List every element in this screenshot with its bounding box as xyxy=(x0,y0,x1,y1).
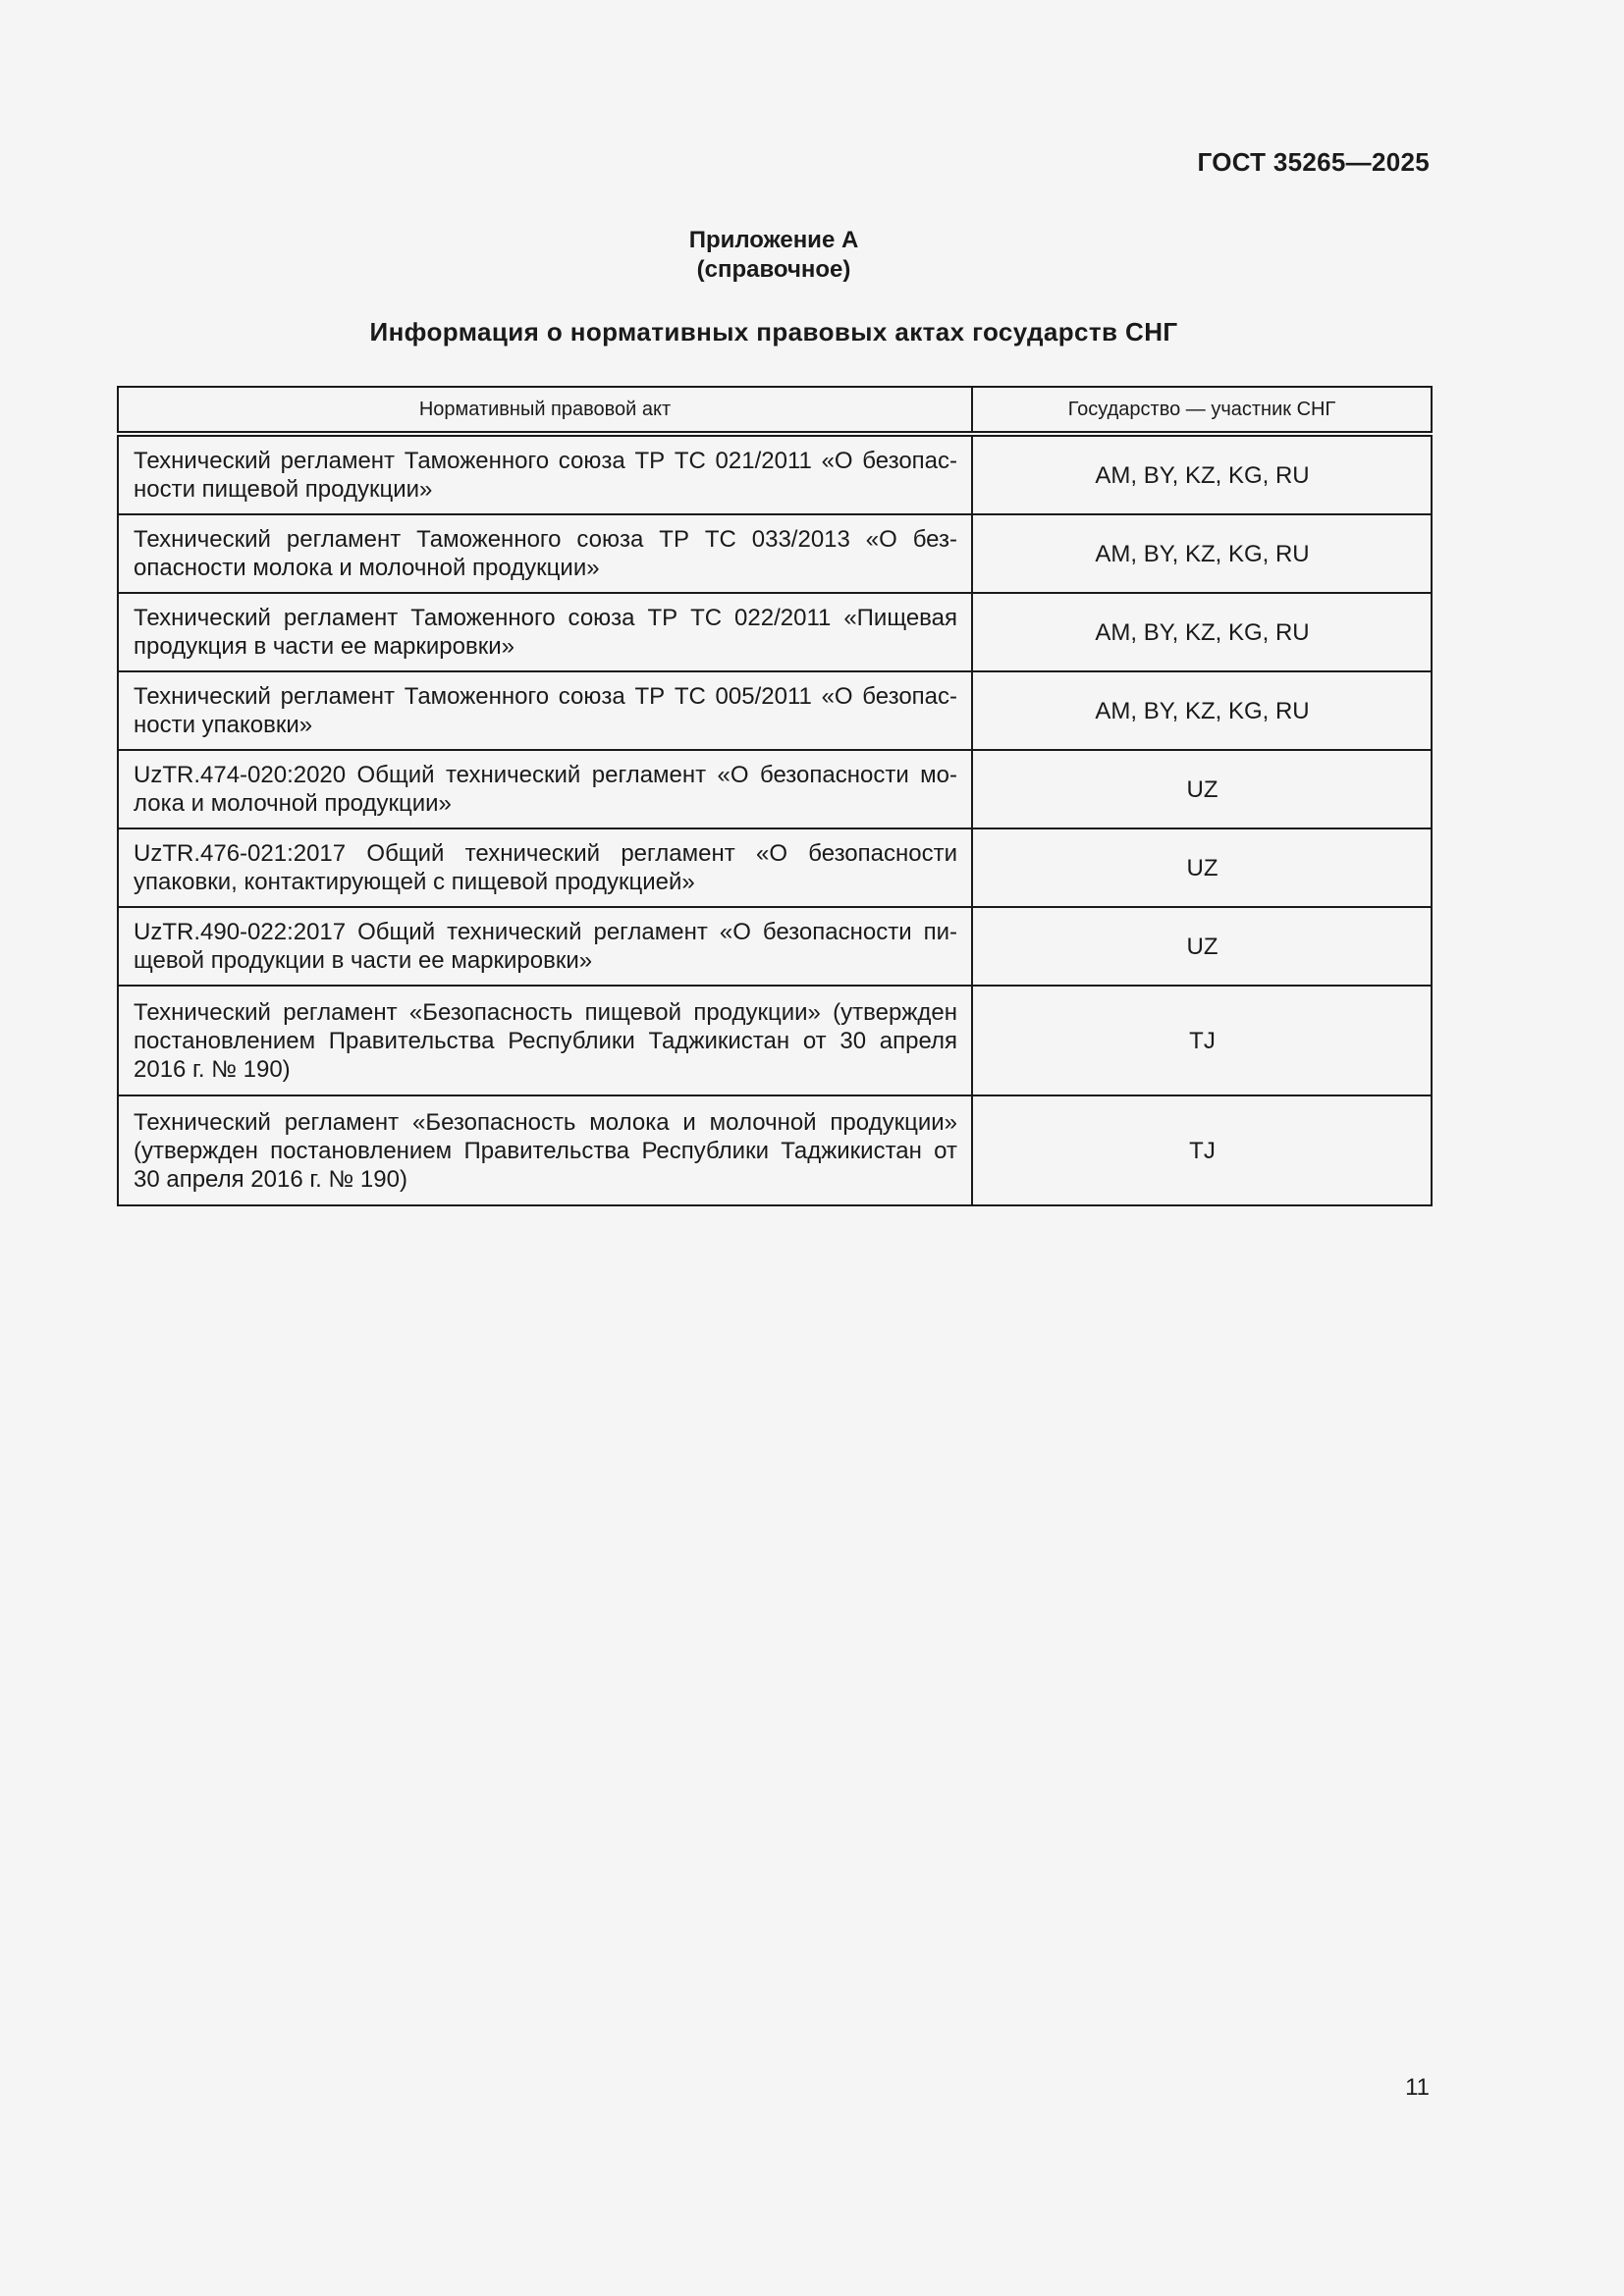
state-cell: TJ xyxy=(972,986,1432,1095)
act-cell: Технический регламент Таможенного союза ТР ТС 033/2013 «О без-опасности молока и молочной продукции» xyxy=(118,514,972,593)
page-title: Информация о нормативных правовых актах государств СНГ xyxy=(369,317,1178,347)
state-cell: AM, BY, KZ, KG, RU xyxy=(972,671,1432,750)
acts-table xyxy=(117,386,1433,1206)
state-cell: AM, BY, KZ, KG, RU xyxy=(972,514,1432,593)
table-row xyxy=(118,986,1432,1095)
table-row xyxy=(118,907,1432,986)
page-number: 11 xyxy=(1405,2074,1430,2101)
act-cell: Технический регламент «Безопасность пищевой продукции» (утвержден постановлением Правительства Республики Таджикистан от 30 апреля 2016 г. № 190) xyxy=(118,986,972,1095)
table-row xyxy=(118,514,1432,593)
state-cell: UZ xyxy=(972,750,1432,828)
table-row xyxy=(118,593,1432,671)
act-cell: UzTR.476-021:2017 Общий технический регламент «О безопасности упаковки, контактирующей с пищевой продукцией» xyxy=(118,828,972,907)
act-cell: Технический регламент Таможенного союза ТР ТС 021/2011 «О безопас-ности пищевой продукции» xyxy=(118,434,972,514)
state-cell: TJ xyxy=(972,1095,1432,1205)
appendix-kind: (справочное) xyxy=(696,256,851,283)
act-cell: UzTR.474-020:2020 Общий технический регламент «О безопасности мо-лока и молочной продукции» xyxy=(118,750,972,828)
state-cell: UZ xyxy=(972,828,1432,907)
table-row xyxy=(118,1095,1432,1205)
act-cell: UzTR.490-022:2017 Общий технический регламент «О безопасности пи-щевой продукции в части ее маркировки» xyxy=(118,907,972,986)
appendix-heading xyxy=(0,226,1547,285)
table-header-row xyxy=(118,387,1432,434)
table-row xyxy=(118,671,1432,750)
column-header-act: Нормативный правовой акт xyxy=(118,387,972,434)
state-cell: AM, BY, KZ, KG, RU xyxy=(972,593,1432,671)
table-row xyxy=(118,750,1432,828)
table-row xyxy=(118,828,1432,907)
state-cell: UZ xyxy=(972,907,1432,986)
act-cell: Технический регламент Таможенного союза ТР ТС 022/2011 «Пищевая продукция в части ее маркировки» xyxy=(118,593,972,671)
column-header-state: Государство — участник СНГ xyxy=(972,387,1432,434)
act-cell: Технический регламент «Безопасность молока и молочной продукции» (утвержден постановлением Правительства Республики Таджикистан от 30 апреля 2016 г. № 190) xyxy=(118,1095,972,1205)
table-row xyxy=(118,434,1432,514)
document-code: ГОСТ 35265—2025 xyxy=(1197,147,1430,177)
appendix-label: Приложение А xyxy=(688,227,859,253)
act-cell: Технический регламент Таможенного союза ТР ТС 005/2011 «О безопас-ности упаковки» xyxy=(118,671,972,750)
state-cell: AM, BY, KZ, KG, RU xyxy=(972,434,1432,514)
